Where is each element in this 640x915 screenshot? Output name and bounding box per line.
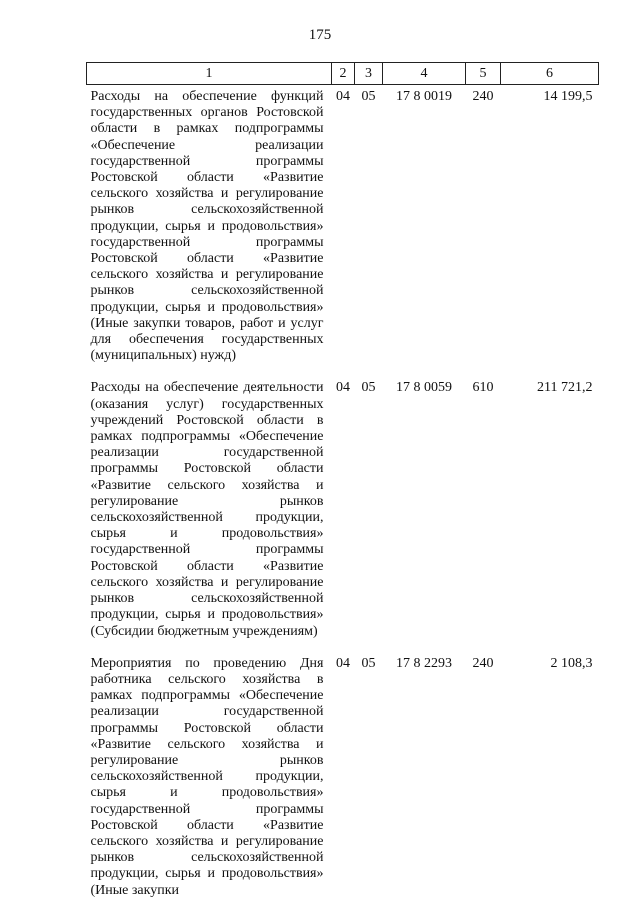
header-col-6: 6 [501, 63, 599, 85]
page-number: 175 [308, 27, 332, 43]
table-row [87, 656, 599, 915]
table-header-row [87, 63, 599, 85]
row-description: Расходы на обеспечение функций государственных органов Ростовской области в рамках подпрограммы «Обеспечение реализации государственной программы Ростовской области «Развитие сельского хозяйства и регулирование рынков сельскохозяйственной продукции, сырья и продовольствия» государственной программы Ростовской области «Развитие сельского хозяйства и регулирование рынков сельскохозяйственной продукции, сырья и продовольствия» (Иные закупки товаров, работ и услуг для обеспечения государственных (муниципальных) нужд) [90, 89, 324, 364]
row-section: 04 [336, 655, 350, 671]
row-subsection: 05 [361, 655, 376, 671]
row-expense-type: 610 [472, 380, 494, 396]
row-target-article: 17 8 0019 [396, 89, 452, 104]
header-col-2: 2 [332, 63, 355, 85]
row-target-article: 17 8 0059 [396, 380, 452, 396]
row-description: Расходы на обеспечение деятельности (оказания услуг) государственных учреждений Ростовской области в рамках подпрограммы «Обеспечение реализации государственной программы Ростовской области «Развитие сельского хозяйства и регулирование рынков сельскохозяйственной продукции, сырья и продовольствия» государственной программы Ростовской области «Развитие сельского хозяйства и регулирование рынков сельскохозяйственной продукции, сырья и продовольствия» (Субсидии бюджетным учреждениям) [90, 380, 324, 639]
header-col-3: 3 [355, 63, 383, 85]
budget-table [86, 62, 599, 915]
row-subsection: 05 [361, 89, 376, 104]
row-target-article: 17 8 2293 [396, 655, 452, 671]
row-amount: 14 199,5 [543, 89, 593, 104]
table-row [87, 85, 599, 381]
row-description: Мероприятия по проведению Дня работника сельского хозяйства в рамках подпрограммы «Обеспечение реализации государственной программы Ростовской области «Развитие сельского хозяйства и регулирование рынков сельскохозяйственной продукции, сырья и продовольствия» государственной программы Ростовской области «Развитие сельского хозяйства и регулирование рынков сельскохозяйственной продукции, сырья и продовольствия» (Иные закупки [90, 655, 324, 898]
header-col-5: 5 [466, 63, 501, 85]
header-col-1: 1 [87, 63, 332, 85]
row-section: 04 [336, 89, 350, 104]
row-amount: 2 108,3 [550, 655, 593, 671]
row-expense-type: 240 [472, 655, 494, 671]
header-col-4: 4 [383, 63, 466, 85]
row-expense-type: 240 [472, 89, 494, 104]
row-section: 04 [336, 380, 350, 396]
table-row [87, 380, 599, 655]
row-amount: 211 721,2 [537, 380, 593, 396]
row-subsection: 05 [361, 380, 376, 396]
